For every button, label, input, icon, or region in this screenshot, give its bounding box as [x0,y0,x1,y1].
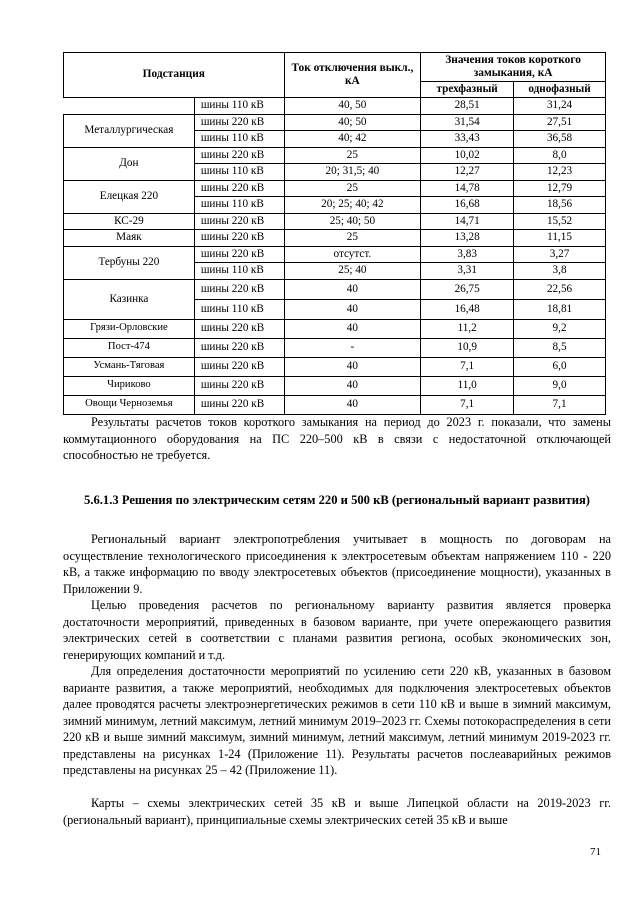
substation-cell: Пост-474 [64,338,195,357]
single-phase-cell: 18,56 [514,197,606,214]
three-phase-cell: 28,51 [421,98,514,115]
table-row [64,319,606,338]
bus-cell: шины 220 кВ [194,180,284,197]
three-phase-cell: 14,71 [421,213,514,230]
bus-cell: шины 220 кВ [194,338,284,357]
bus-cell: шины 220 кВ [194,230,284,247]
header-single-phase: однофазный [514,82,606,98]
table-row [64,246,606,263]
table-row [64,376,606,395]
table-row [64,180,606,197]
single-phase-cell: 36,58 [514,131,606,148]
trip-cell: 40, 50 [284,98,421,115]
header-sc-values: Значения токов короткого замыкания, кА [421,53,606,82]
trip-cell: 25; 40; 50 [284,213,421,230]
single-phase-cell: 9,0 [514,376,606,395]
single-phase-cell: 3,8 [514,263,606,280]
bus-cell: шины 220 кВ [194,279,284,299]
three-phase-cell: 3,31 [421,263,514,280]
single-phase-cell: 31,24 [514,98,606,115]
header-substation: Подстанция [64,53,285,98]
paragraph-calculations: Для определения достаточности мероприятий по усилению сети 220 кВ, указанных в базовом варианте развития, а также мероприятий, необходимых для подключения электросетевых объектов далее проводятся расчеты электроэнергетических режимов в сети 110 кВ и выше в зимний максимум, зимний минимум, летний максимум, летний минимум 2019–2023 гг. Схемы потокораспределения в сети 220 кВ и выше зимний максимум, зимний минимум, летний максимум, летний минимум 2019-2023 гг. представлены на рисунках 1-24 (Приложение 11). Результаты расчетов послеаварийных режимов представлены на рисунках 25 – 42 (Приложение 11). [63,664,611,777]
single-phase-cell: 15,52 [514,213,606,230]
substation-cell: Казинка [64,279,195,319]
substation-cell: Овощи Черноземья [64,395,195,414]
bus-cell: шины 220 кВ [194,376,284,395]
three-phase-cell: 26,75 [421,279,514,299]
bus-cell: шины 220 кВ [194,213,284,230]
table-row [64,213,606,230]
substation-cell: Тербуны 220 [64,246,195,279]
table-row [64,147,606,164]
short-circuit-table [63,52,606,415]
table-row [64,395,606,414]
single-phase-cell: 18,81 [514,299,606,319]
paragraph-results: Результаты расчетов токов короткого замыкания на период до 2023 г. показали, что замены коммутационного оборудования на ПС 220–500 кВ в связи с недостаточной отключающей способностью не требуется. [63,415,611,462]
trip-cell: отсутст. [284,246,421,263]
trip-cell: 40 [284,279,421,299]
three-phase-cell: 11,2 [421,319,514,338]
table-row [64,98,606,115]
table-row [64,357,606,376]
trip-cell: 25 [284,147,421,164]
bus-cell: шины 220 кВ [194,357,284,376]
trip-cell: 20; 25; 40; 42 [284,197,421,214]
trip-cell: 20; 31,5; 40 [284,164,421,181]
bus-cell: шины 110 кВ [194,263,284,280]
single-phase-cell: 27,51 [514,114,606,131]
substation-cell: Дон [64,147,195,180]
three-phase-cell: 11,0 [421,376,514,395]
three-phase-cell: 33,43 [421,131,514,148]
trip-cell: 40; 42 [284,131,421,148]
trip-cell: 25 [284,180,421,197]
single-phase-cell: 12,23 [514,164,606,181]
single-phase-cell: 11,15 [514,230,606,247]
trip-cell: 40 [284,357,421,376]
bus-cell: шины 220 кВ [194,319,284,338]
trip-cell: - [284,338,421,357]
trip-cell: 40 [284,319,421,338]
bus-cell: шины 110 кВ [194,164,284,181]
single-phase-cell: 3,27 [514,246,606,263]
single-phase-cell: 22,56 [514,279,606,299]
bus-cell: шины 110 кВ [194,299,284,319]
substation-cell: Чириково [64,376,195,395]
section-heading: 5.6.1.3 Решения по электрическим сетям 220 и 500 кВ (региональный вариант развития) [84,493,590,507]
trip-cell: 25 [284,230,421,247]
three-phase-cell: 10,02 [421,147,514,164]
table-row [64,279,606,299]
three-phase-cell: 7,1 [421,395,514,414]
trip-cell: 40 [284,395,421,414]
three-phase-cell: 7,1 [421,357,514,376]
paragraph-maps: Карты – схемы электрических сетей 35 кВ и выше Липецкой области на 2019-2023 гг. (региональный вариант), принципиальные схемы электрических сетей 35 кВ и выше [63,796,611,827]
header-trip-current: Ток отключения выкл., кА [284,53,421,98]
three-phase-cell: 16,68 [421,197,514,214]
table-row [64,338,606,357]
bus-cell: шины 220 кВ [194,246,284,263]
substation-cell: Елецкая 220 [64,180,195,213]
three-phase-cell: 3,83 [421,246,514,263]
trip-cell: 40; 50 [284,114,421,131]
single-phase-cell: 12,79 [514,180,606,197]
table-row [64,114,606,131]
single-phase-cell: 8,0 [514,147,606,164]
empty-cell [64,98,195,115]
single-phase-cell: 9,2 [514,319,606,338]
trip-cell: 40 [284,299,421,319]
three-phase-cell: 12,27 [421,164,514,181]
page-number: 71 [590,846,601,858]
substation-cell: Маяк [64,230,195,247]
bus-cell: шины 110 кВ [194,197,284,214]
paragraph-goal: Целью проведения расчетов по региональному варианту развития является проверка достаточности мероприятий, приведенных в базовом варианте, при учете опережающего развития электрических сетей в соответствии с планами развития региона, особых экономических зон, генерирующих компаний и т.д. [63,598,611,662]
bus-cell: шины 220 кВ [194,147,284,164]
trip-cell: 40 [284,376,421,395]
three-phase-cell: 14,78 [421,180,514,197]
three-phase-cell: 31,54 [421,114,514,131]
substation-cell: Усмань-Тяговая [64,357,195,376]
bus-cell: шины 220 кВ [194,395,284,414]
single-phase-cell: 8,5 [514,338,606,357]
three-phase-cell: 13,28 [421,230,514,247]
substation-cell: Грязи-Орловские [64,319,195,338]
paragraph-regional: Региональный вариант электропотребления учитывает в мощность по договорам на осуществление технологического присоединения к электросетевым объектам напряжением 110 - 220 кВ, а также информацию по вводу электросетевых объектов (присоединение мощности), указанных в Приложении 9. [63,532,611,596]
trip-cell: 25; 40 [284,263,421,280]
substation-cell: Металлургическая [64,114,195,147]
three-phase-cell: 16,48 [421,299,514,319]
three-phase-cell: 10,9 [421,338,514,357]
table-row [64,230,606,247]
bus-cell: шины 220 кВ [194,114,284,131]
single-phase-cell: 6,0 [514,357,606,376]
bus-cell: шины 110 кВ [194,98,284,115]
header-three-phase: трехфазный [421,82,514,98]
bus-cell: шины 110 кВ [194,131,284,148]
substation-cell: КС-29 [64,213,195,230]
single-phase-cell: 7,1 [514,395,606,414]
